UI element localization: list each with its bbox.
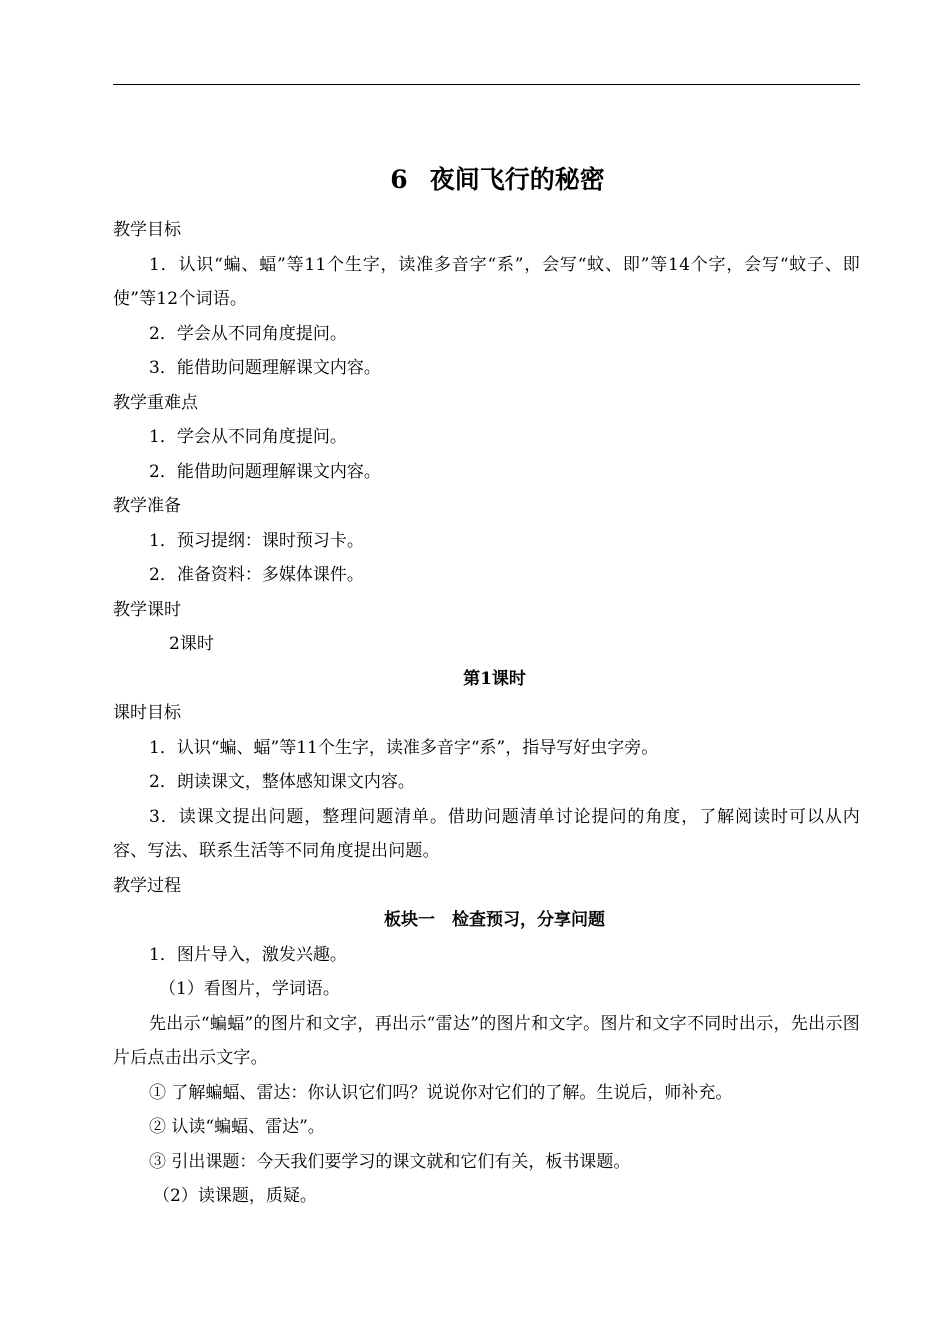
paragraph: 先出示“蝙蝠”的图片和文字，再出示“雷达”的图片和文字。图片和文字不同时出示，先出示图片后点击出示文字。 <box>113 1013 860 1068</box>
goal-item: 2．学会从不同角度提问。 <box>149 323 347 344</box>
lesson1-goal-item: 1．认识“蝙、蝠”等11个生字，读准多音字“系”，指导写好虫字旁。 <box>149 737 659 758</box>
block1-heading: 板块一 检查预习，分享问题 <box>384 910 605 930</box>
lesson1-goals-heading: 课时目标 <box>113 703 181 723</box>
document-body <box>113 160 860 1214</box>
goals-heading: 教学目标 <box>113 220 181 240</box>
key-point-item: 1．学会从不同角度提问。 <box>149 427 347 447</box>
goal-item: 3．能借助问题理解课文内容。 <box>149 358 381 378</box>
document-title <box>113 160 860 200</box>
lesson1-goal-item: 3．读课文提出问题，整理问题清单。借助问题清单讨论提问的角度，了解阅读时可以从内容、写法、联系生活等不同角度提出问题。 <box>113 806 860 861</box>
circled-item: ① 了解蝙蝠、雷达：你认识它们吗？说说你对它们的了解。生说后，师补充。 <box>149 1082 733 1103</box>
lesson1-heading: 第1课时 <box>463 668 526 689</box>
key-points-heading: 教学重难点 <box>113 392 198 413</box>
sub-step-item: （1）看图片，学词语。 <box>159 979 340 999</box>
periods-value: 2课时 <box>169 634 214 654</box>
prep-item: 1．预习提纲：课时预习卡。 <box>149 530 364 551</box>
circled-item: ③ 引出课题：今天我们要学习的课文就和它们有关，板书课题。 <box>149 1151 631 1172</box>
sub-step-item: （2）读课题，质疑。 <box>153 1186 317 1206</box>
prep-item: 2．准备资料：多媒体课件。 <box>149 565 364 585</box>
step-item: 1．图片导入，激发兴趣。 <box>149 944 347 965</box>
periods-heading: 教学课时 <box>113 599 181 620</box>
title-number: 6 <box>390 165 408 194</box>
title-text: 夜间飞行的秘密 <box>429 165 605 194</box>
circled-item: ② 认读“蝙蝠、雷达”。 <box>149 1117 325 1137</box>
key-point-item: 2．能借助问题理解课文内容。 <box>149 461 381 482</box>
prep-heading: 教学准备 <box>113 496 181 516</box>
process-heading: 教学过程 <box>113 875 181 896</box>
lesson1-goal-item: 2．朗读课文，整体感知课文内容。 <box>149 772 415 792</box>
header-rule <box>113 84 860 85</box>
goal-item: 1．认识“蝙、蝠”等11个生字，读准多音字“系”，会写“蚊、即”等14个字，会写“蚊子、即使”等12个词语。 <box>113 254 860 309</box>
